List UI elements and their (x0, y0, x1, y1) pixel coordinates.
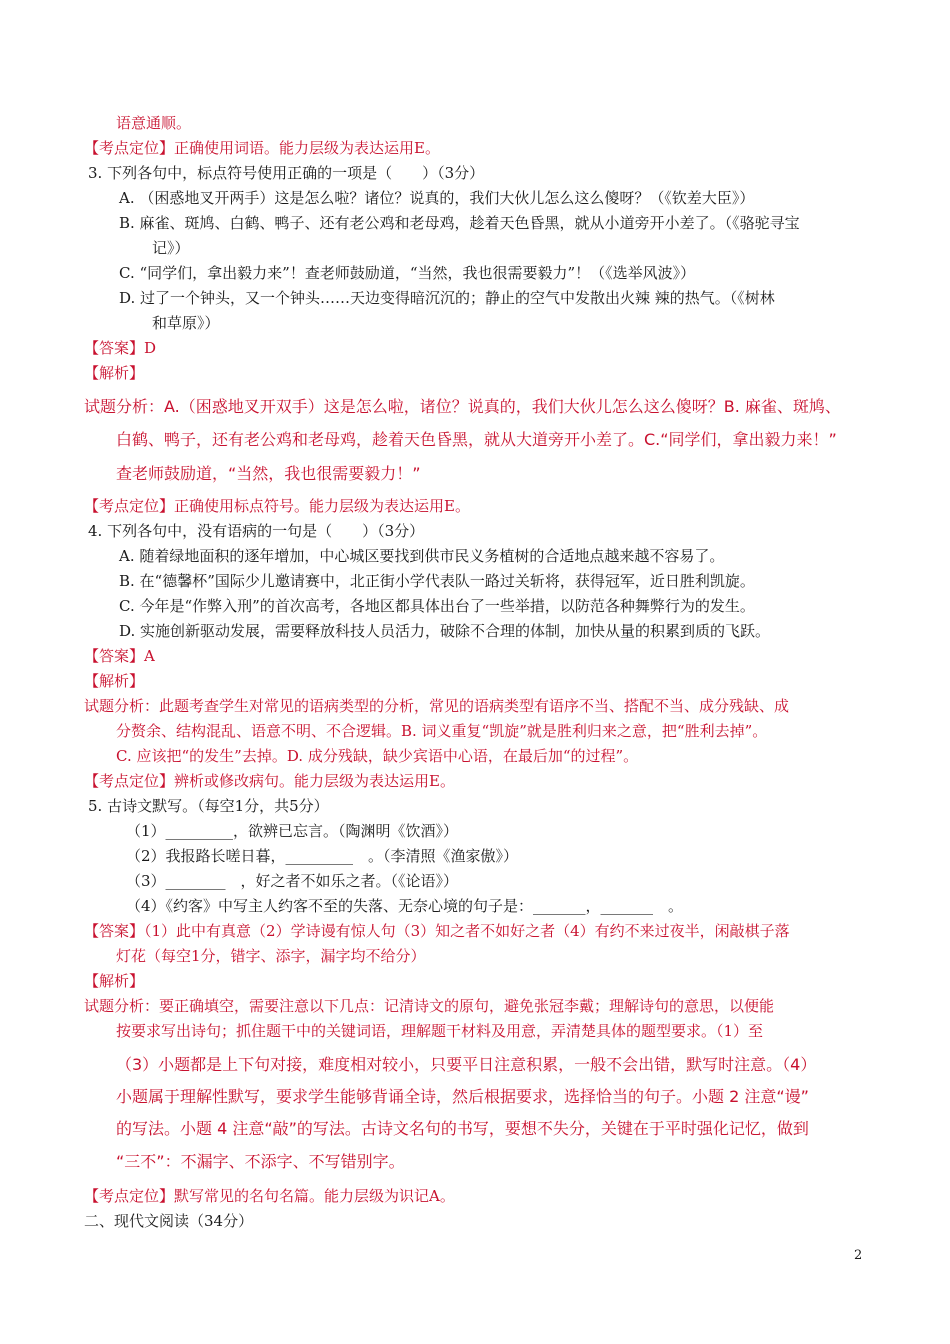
text-line: 试题分析：要正确填空，需要注意以下几点：记清诗文的原句，避免张冠李戴；理解诗句的意思，以便能 (84, 997, 775, 1015)
text-line: 试题分析：此题考查学生对常见的语病类型的分析，常见的语病类型有语序不当、搭配不当、成分残缺、成 (84, 697, 790, 715)
text-line: 【解析】 (84, 972, 145, 990)
text-line: 5. 古诗文默写。（每空1分，共5分） (88, 797, 329, 815)
text-line: （2）我报路长嗟日暮，_________ 。（李清照《渔家傲》） (126, 847, 519, 865)
text-line: 的写法。小题 4 注意“敲”的写法。古诗文名句的书写，要想不失分，关键在于平时强化记忆，做到 (116, 1119, 809, 1138)
page-number: 2 (854, 1248, 863, 1263)
text-line: 【解析】 (84, 364, 145, 382)
text-line: 和草原》） (152, 314, 220, 332)
text-line: 分赘余、结构混乱、语意不明、不合逻辑。B. 词义重复“凯旋”就是胜利归来之意，把“胜利去掉”。 (116, 722, 768, 740)
text-line: 【答案】A (84, 647, 155, 665)
text-line: 4. 下列各句中，没有语病的一句是（ ）（3分） (88, 522, 425, 540)
text-line: （4）《约客》中写主人约客不至的失落、无奈心境的句子是：_______，_______ 。 (126, 897, 684, 915)
text-line: （3）________ ，好之者不如乐之者。（《论语》） (126, 872, 459, 890)
text-line: B. 在“德馨杯”国际少儿邀请赛中，北正街小学代表队一路过关斩将，获得冠军，近日胜利凯旋。 (119, 572, 755, 590)
text-line: 白鹤、鸭子，还有老公鸡和老母鸡，趁着天色昏黑，就从大道旁开小差了。C.“同学们，拿出毅力来！” (116, 430, 837, 449)
text-line: 查老师鼓励道，“当然，我也很需要毅力！” (116, 464, 421, 483)
text-line: A. 随着绿地面积的逐年增加，中心城区要找到供市民义务植树的合适地点越来越不容易了。 (119, 547, 725, 565)
text-line: 小题属于理解性默写，要求学生能够背诵全诗，然后根据要求，选择恰当的句子。小题 2 注意“谩” (116, 1087, 809, 1106)
text-line: C. “同学们，拿出毅力来”！查老师鼓励道，“当然，我也很需要毅力”！（《选举风波》） (119, 264, 696, 282)
text-line: 【答案】（1）此中有真意（2）学诗谩有惊人句（3）知之者不如好之者（4）有约不来过夜半，闲敲棋子落 (84, 922, 790, 940)
text-line: 【考点定位】正确使用标点符号。能力层级为表达运用E。 (84, 497, 470, 515)
text-line: 【解析】 (84, 672, 145, 690)
text-line: 二、现代文阅读（34分） (84, 1212, 254, 1230)
text-line: 记》） (152, 239, 190, 257)
text-line: 【答案】D (84, 339, 157, 357)
text-line: （1）_________，欲辨已忘言。（陶渊明《饮酒》） (126, 822, 459, 840)
text-line: 按要求写出诗句；抓住题干中的关键词语，理解题干材料及用意，弄清楚具体的题型要求。（1）至 (116, 1022, 764, 1040)
text-line: 语意通顺。 (116, 114, 192, 132)
text-line: D. 过了一个钟头，又一个钟头……天边变得暗沉沉的；静止的空气中发散出火辣 辣的热气。（《树林 (119, 289, 775, 307)
text-line: C. 应该把“的发生”去掉。D. 成分残缺，缺少宾语中心语，在最后加“的过程”。 (116, 747, 639, 765)
text-line: D. 实施创新驱动发展，需要释放科技人员活力，破除不合理的体制，加快从量的积累到质的飞跃。 (119, 622, 771, 640)
text-line: 灯花（每空1分，错字、添字，漏字均不给分） (116, 947, 426, 965)
text-line: 【考点定位】正确使用词语。能力层级为表达运用E。 (84, 139, 440, 157)
text-line: 【考点定位】默写常见的名句名篇。能力层级为识记A。 (84, 1187, 455, 1205)
text-line: A. （困惑地叉开两手）这是怎么啦？诸位？说真的，我们大伙儿怎么这么傻呀？（《钦差大臣》） (119, 189, 755, 207)
text-line: C. 今年是“作弊入刑”的首次高考，各地区都具体出台了一些举措，以防范各种舞弊行为的发生。 (119, 597, 755, 615)
text-line: 3. 下列各句中，标点符号使用正确的一项是（ ）（3分） (88, 164, 485, 182)
text-line: （3）小题都是上下句对接，难度相对较小，只要平日注意积累，一般不会出错，默写时注意。（4） (116, 1055, 817, 1074)
text-line: 试题分析：A.（困惑地叉开双手）这是怎么啦，诸位？说真的，我们大伙儿怎么这么傻呀？B. 麻雀、斑鸠、 (84, 397, 841, 416)
text-line: “三不”：不漏字、不添字、不写错别字。 (116, 1152, 405, 1171)
text-line: 【考点定位】辨析或修改病句。能力层级为表达运用E。 (84, 772, 455, 790)
text-line: B. 麻雀、斑鸠、白鹤、鸭子、还有老公鸡和老母鸡，趁着天色昏黑，就从小道旁开小差了。（《骆驼寻宝 (119, 214, 800, 232)
